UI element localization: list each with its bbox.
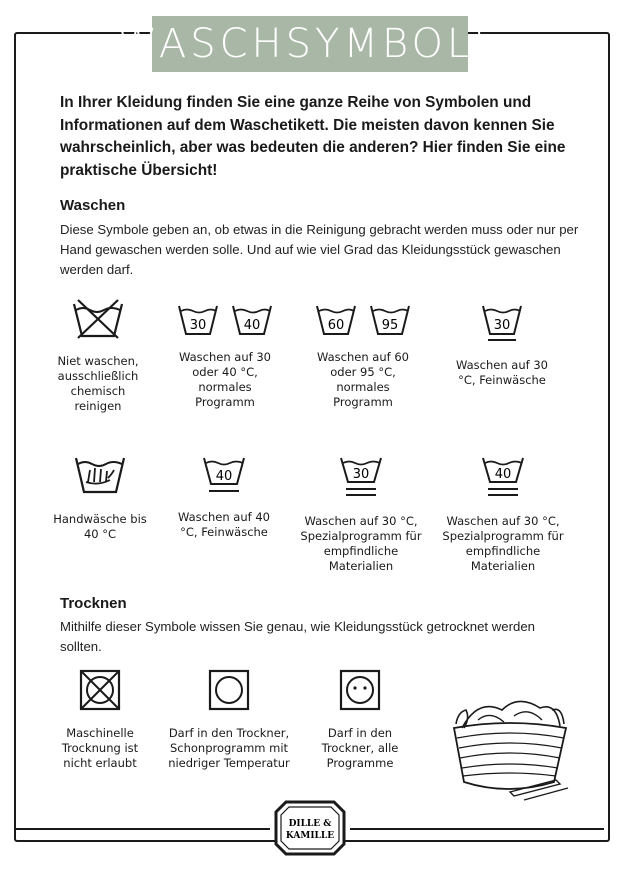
symbol-wash-30-delicate	[296, 452, 426, 574]
wash-40-gentle-icon	[201, 452, 247, 496]
svg-text:60: 60	[327, 318, 345, 333]
intro-text: In Ihrer Kleidung finden Sie eine ganze Reihe von Symbolen und Informationen auf dem Waschetikett. Die meisten davon kennen Sie wahrscheinlich, aber was bedeuten die anderen? Hier finden Sie eine praktische Übersicht!	[60, 94, 566, 179]
footer-line-left	[16, 828, 270, 830]
section-text-trocknen: Mithilfe dieser Symbole wissen Sie genau, wie Kleidungsstück getrocknet werden sollten.	[60, 619, 535, 654]
symbol-caption: Maschinelle Trocknung ist nicht erlaubt	[61, 726, 139, 770]
footer-line-right	[350, 828, 604, 830]
symbol-hand-wash	[48, 448, 152, 542]
title-banner	[117, 16, 503, 72]
wash-30-delicate-icon	[338, 452, 384, 500]
symbol-caption: Darf in den Trockner, alle Programme	[321, 726, 399, 770]
symbol-caption: Waschen auf 30 °C, Spezialprogramm für empfindliche Materialien	[300, 514, 422, 573]
symbol-wash-40-gentle	[172, 452, 276, 540]
tumble-dry-icon	[337, 668, 383, 712]
svg-text:30: 30	[493, 318, 511, 333]
symbol-wash-40-delicate	[438, 452, 568, 574]
symbol-caption: Waschen auf 60 oder 95 °C, normales Programm	[317, 350, 409, 409]
symbol-tumble-dry-low	[162, 668, 296, 771]
section-title-trocknen: Trocknen	[60, 595, 127, 612]
wash-40-delicate-icon	[480, 452, 526, 500]
symbol-wash-60-95	[308, 300, 418, 410]
dille-kamille-logo	[272, 798, 348, 858]
svg-text:40: 40	[243, 318, 261, 333]
svg-text:KAMILLE: KAMILLE	[285, 831, 335, 841]
section-text-waschen: Diese Symbole geben an, ob etwas in die Reinigung gebracht werden muss oder nur per Hand gewaschen werden solle. Und auf wie viel Grad das Kleidungsstück gewaschen werden darf.	[60, 222, 579, 277]
svg-text:95: 95	[381, 318, 399, 333]
symbol-no-tumble-dry	[50, 668, 150, 771]
wash-95-icon	[368, 300, 412, 336]
svg-text:DILLE &: DILLE &	[288, 819, 332, 829]
hand-wash-icon	[72, 448, 128, 498]
wash-30-icon	[176, 300, 220, 336]
symbol-wash-30-gentle	[452, 300, 552, 388]
symbol-caption: Handwäsche bis 40 °C	[53, 512, 147, 541]
section-title-waschen: Waschen	[60, 197, 126, 214]
no-wash-icon	[70, 296, 126, 340]
symbol-caption: Waschen auf 30 °C, Spezialprogramm für empfindliche Materialien	[442, 514, 564, 573]
symbol-no-wash	[48, 296, 148, 414]
tumble-dry-low-icon	[206, 668, 252, 712]
symbol-wash-30-40	[170, 300, 280, 410]
wash-40-icon	[230, 300, 274, 336]
symbol-caption: Waschen auf 40 °C, Feinwäsche	[178, 510, 270, 539]
laundry-basket-illustration	[448, 688, 578, 808]
symbol-tumble-dry	[308, 668, 412, 771]
symbol-caption: Darf in den Trockner, Schonprogramm mit niedriger Temperatur	[168, 726, 290, 770]
svg-text:30: 30	[189, 318, 207, 333]
symbol-caption: Waschen auf 30 oder 40 °C, normales Programm	[179, 350, 271, 409]
wash-30-gentle-icon	[480, 300, 524, 344]
no-tumble-dry-icon	[77, 668, 123, 712]
svg-text:40: 40	[215, 469, 233, 484]
wash-60-icon	[314, 300, 358, 336]
svg-text:40: 40	[494, 467, 512, 482]
symbol-caption: Niet waschen, ausschließlich chemisch reinigen	[57, 354, 139, 413]
page-title: WASCHSYMBOLE	[117, 21, 503, 67]
symbol-caption: Waschen auf 30 °C, Feinwäsche	[456, 358, 548, 387]
svg-text:30: 30	[352, 467, 370, 482]
